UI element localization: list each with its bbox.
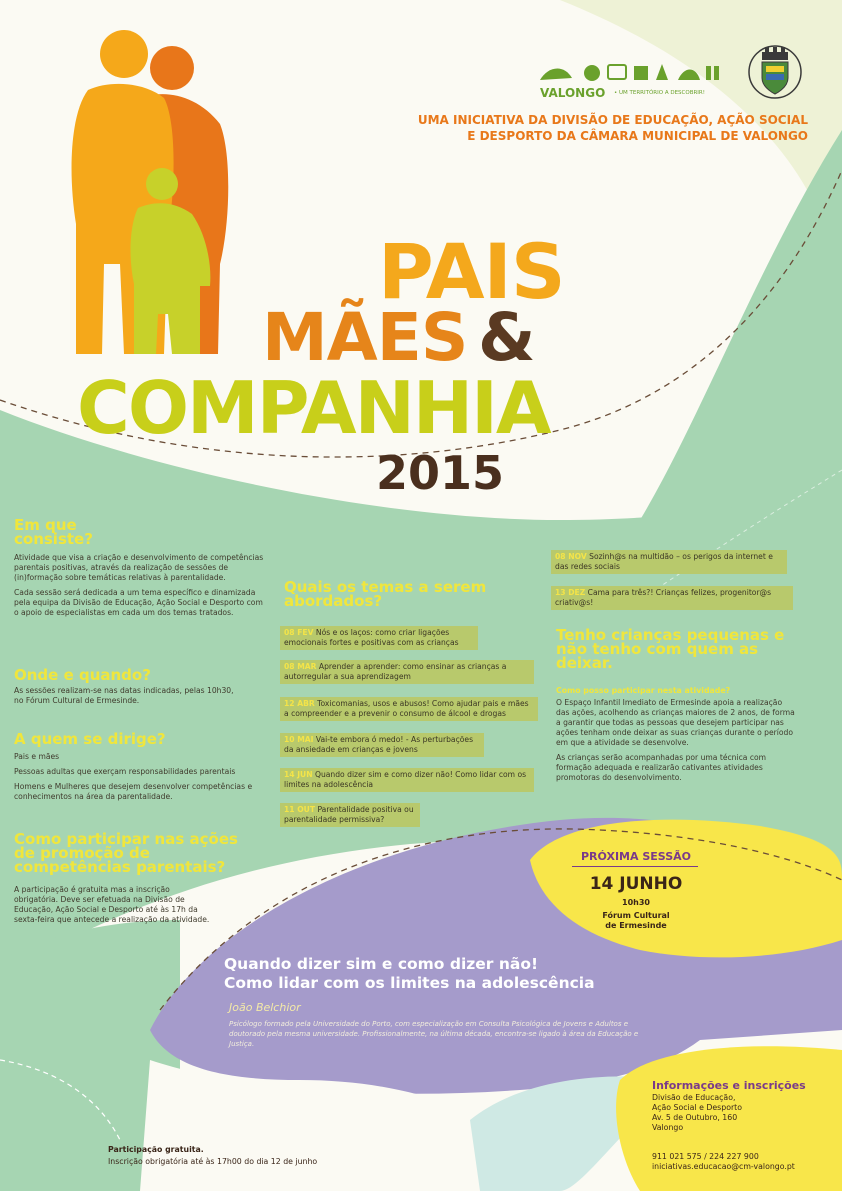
topic-item xyxy=(280,626,478,650)
topic-text: Sozinh@s na multidão – os perigos da internet e das redes sociais xyxy=(555,552,773,571)
consiste-paragraph-1: Atividade que visa a criação e desenvolvimento de competências parentais positivas, através da realização de sessões de (in)formação sobre temáticas relativas à parentalidade. xyxy=(14,553,264,582)
participar-paragraph-1: A participação é gratuita mas a inscrição obrigatória. Deve ser efetuada na Divisão de Educação, Ação Social e Desporto até às 17h da sexta-feira que antecede a realização da atividade. xyxy=(14,885,210,924)
heading-como-participar: Como participar nas ações de promoção de competências parentais? xyxy=(14,830,238,876)
sponsor-line-2: E DESPORTO DA CÂMARA MUNICIPAL DE VALONGO xyxy=(467,129,808,143)
footer-participation: Participação gratuita. xyxy=(108,1145,204,1154)
info-line-4: Valongo xyxy=(652,1123,684,1132)
footer-registration: Inscrição obrigatória até às 17h00 do dia 12 de junho xyxy=(108,1157,318,1166)
sponsor-statement xyxy=(388,112,808,144)
topic-text: Vai-te embora ó medo! - As perturbações da ansiedade em crianças e jovens xyxy=(284,735,474,754)
topic-date: 08 NOV xyxy=(555,552,587,561)
title-companhia: COMPANHIA xyxy=(77,366,550,450)
topic-item xyxy=(280,660,534,684)
topic-item xyxy=(551,586,793,610)
topic-item xyxy=(280,697,538,721)
topic-date: 13 DEZ xyxy=(555,588,586,597)
children-paragraph-1: O Espaço Infantil Imediato de Ermesinde apoia a realização das ações, acolhendo as crianças maiores de 2 anos, de forma a garantir que todas as pessoas que desejem participar nas ações tenham onde deixar as suas crianças durante o período em que a atividade se desenvolve. xyxy=(556,698,795,747)
quem-paragraph-3: Homens e Mulheres que desejem desenvolver competências e conhecimentos na área da parentalidade. xyxy=(14,782,253,801)
participar-text xyxy=(14,885,214,930)
topic-item xyxy=(280,803,420,827)
next-session-place-2: de Ermesinde xyxy=(605,921,667,930)
valongo-logo-tagline: • UM TERRITÓRIO A DESCOBRIR! xyxy=(614,90,705,96)
topic-date: 10 MAI xyxy=(284,735,314,744)
topic-item xyxy=(551,550,787,574)
title-pais: PAIS xyxy=(378,227,565,316)
talk-title xyxy=(224,955,684,993)
next-session-divider xyxy=(572,866,698,867)
onde-text xyxy=(14,686,234,711)
valongo-logo-text: VALONGO xyxy=(540,86,606,100)
info-heading: Informações e inscrições xyxy=(652,1079,806,1092)
topic-item xyxy=(280,733,484,757)
quem-paragraph-2: Pessoas adultas que exerçam responsabilidades parentais xyxy=(14,767,236,776)
talk-title-line-1: Quando dizer sim e como dizer não! xyxy=(224,955,539,973)
children-text xyxy=(556,686,796,788)
heading-tenho-criancas: Tenho crianças pequenas e não tenho com quem as deixar. xyxy=(556,626,785,672)
info-line-3: Av. 5 de Outubro, 160 xyxy=(652,1113,738,1122)
info-line-1: Divisão de Educação, xyxy=(652,1093,736,1102)
quem-text xyxy=(14,752,264,807)
title-maes: MÃES xyxy=(262,299,468,376)
topic-date: 08 MAR xyxy=(284,662,317,671)
family-figures-illustration xyxy=(60,24,240,364)
valongo-icons-row xyxy=(538,60,728,86)
info-line-2: Ação Social e Desporto xyxy=(652,1103,742,1112)
sponsor-line-1: UMA INICIATIVA DA DIVISÃO DE EDUCAÇÃO, AÇÃO SOCIAL xyxy=(417,113,808,127)
title-year: 2015 xyxy=(376,446,505,500)
children-paragraph-2: As crianças serão acompanhadas por uma técnica com formação adequada e realizarão cativantes atividades promotoras do desenvolvimento. xyxy=(556,753,767,782)
children-subheading: Como posso participar nesta atividade? xyxy=(556,686,731,695)
info-phone: 911 021 575 / 224 227 900 xyxy=(652,1152,759,1161)
info-contact xyxy=(652,1152,832,1172)
heading-a-quem-se-dirige: A quem se dirige? xyxy=(14,730,166,748)
next-session-label: PRÓXIMA SESSÃO xyxy=(580,850,691,863)
municipal-coat-of-arms-logo xyxy=(748,44,802,100)
consiste-paragraph-2: Cada sessão será dedicada a um tema específico e dinamizada pela equipa da Divisão de Educação, Ação Social e Desporto com o apoio de especialistas em cada um dos temas tratados. xyxy=(14,588,263,617)
topic-date: 12 ABR xyxy=(284,699,315,708)
topic-text: Aprender a aprender: como ensinar as crianças a autorregular a sua aprendizagem xyxy=(284,662,507,681)
topic-text: Nós e os laços: como criar ligações emocionais fortes e positivas com as crianças xyxy=(284,628,459,647)
topic-date: 11 OUT xyxy=(284,805,316,814)
speaker-bio: Psicólogo formado pela Universidade do Porto, com especialização em Consulta Psicológica de Jovens e Adultos e doutorado pela mesma universidade. Profissionalmente, na última década, encontra-se ligado à área da Educação e Justiça. xyxy=(229,1020,639,1048)
talk-title-line-2: Como lidar com os limites na adolescência xyxy=(224,974,595,992)
heading-onde-e-quando: Onde e quando? xyxy=(14,666,151,684)
title-ampersand: & xyxy=(478,299,536,376)
info-address xyxy=(652,1093,822,1133)
topic-text: Parentalidade positiva ou parentalidade permissiva? xyxy=(284,805,414,824)
next-session-time: 10h30 xyxy=(622,898,650,907)
next-session-place-1: Fórum Cultural xyxy=(602,911,670,920)
heading-em-que-consiste: Em que consiste? xyxy=(14,516,93,548)
topic-date: 08 FEV xyxy=(284,628,314,637)
heading-quais-os-temas: Quais os temas a serem abordados? xyxy=(284,578,487,610)
topic-item xyxy=(280,768,534,792)
onde-paragraph-1: As sessões realizam-se nas datas indicadas, pelas 10h30, no Fórum Cultural de Ermesinde. xyxy=(14,686,234,705)
speaker-name: João Belchior xyxy=(229,1001,301,1014)
info-email: iniciativas.educacao@cm-valongo.pt xyxy=(652,1162,795,1171)
next-session-date: 14 JUNHO xyxy=(589,874,683,894)
topic-text: Quando dizer sim e como dizer não! Como lidar com os limites na adolescência xyxy=(284,770,527,789)
topic-text: Toxicomanias, usos e abusos! Como ajudar pais e mães a compreender e a prevenir o consumo de álcool e drogas xyxy=(284,699,529,718)
consiste-text xyxy=(14,553,264,623)
topic-text: Cama para três?! Crianças felizes, progenitor@s criativ@s! xyxy=(555,588,772,607)
topic-date: 14 JUN xyxy=(284,770,313,779)
quem-paragraph-1: Pais e mães xyxy=(14,752,60,761)
